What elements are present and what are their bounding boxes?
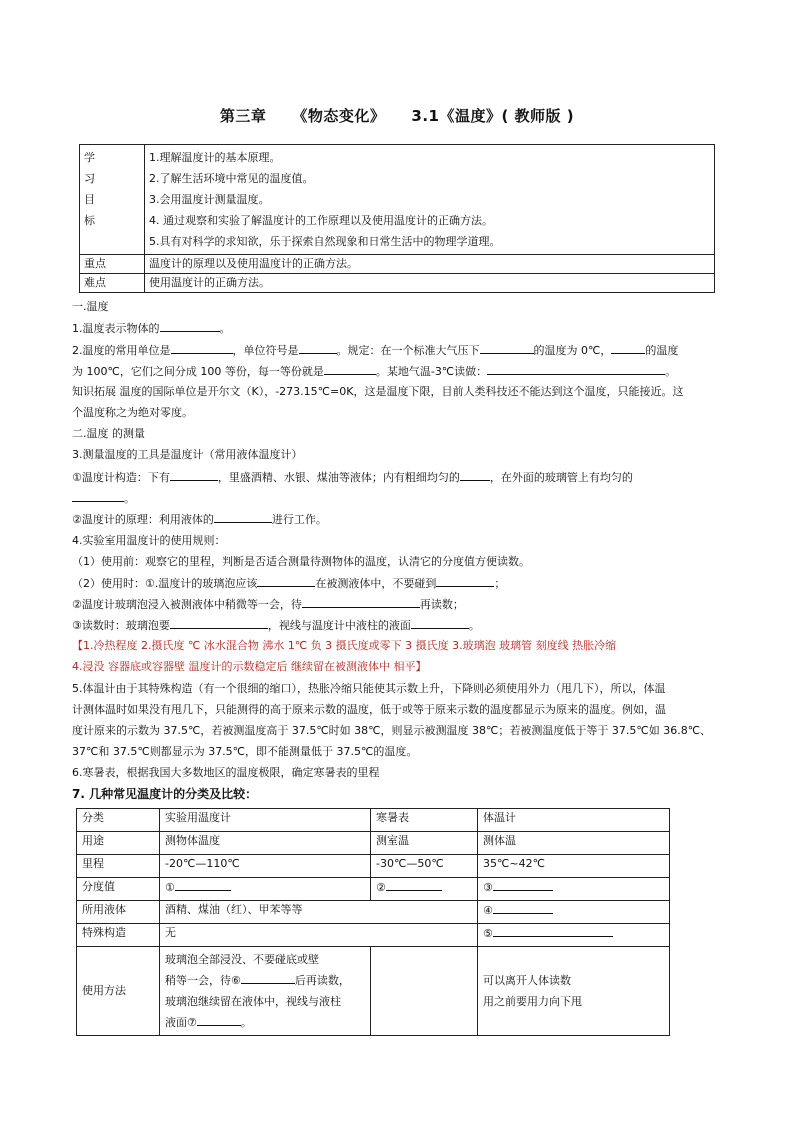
q1-text: 1.温度表示物体的 <box>72 322 160 335</box>
difficulty-text: 使用温度计的正确方法。 <box>145 273 715 292</box>
method-line: 玻璃泡全部浸没、不要碰底或壁 <box>165 953 319 966</box>
q2-text: 。某地气温-3℃读做： <box>375 365 488 378</box>
question-2-line-2 <box>72 364 732 379</box>
structure-text: ，在外面的玻璃管上有均匀的 <box>489 471 633 484</box>
structure-text: ，里盛酒精、水银、煤油等液体；内有粗细均匀的 <box>217 471 460 484</box>
q2-text: 2.温度的常用单位是 <box>72 344 171 357</box>
question-5-line-3: 度计原来的示数为 37.5℃，若被测温度高于 37.5℃时如 38℃，则显示被测温度 38℃；若被测温度低于等于 37.5℃如 36.8℃、 <box>72 724 712 737</box>
question-5-line-2: 计测体温时如果没有甩几下，只能测得的高于原来示数的温度，低于或等于原来示数的温度都显示为原来的温度。例如，温 <box>72 703 666 716</box>
q2-text: 的温度 <box>645 344 679 357</box>
method-text: 。 <box>240 1016 252 1029</box>
table-cell <box>478 878 670 901</box>
row-label: 使用方法 <box>77 947 160 1036</box>
circled-number: ⑤ <box>483 927 493 940</box>
answer-blank[interactable] <box>170 470 218 481</box>
table-row <box>77 878 670 901</box>
answer-blank[interactable] <box>493 926 613 937</box>
objective-item: 3.会用温度计测量温度。 <box>149 193 270 206</box>
method-text: 液面⑦ <box>165 1016 197 1029</box>
answer-blank[interactable] <box>487 364 665 375</box>
rule-text: ； <box>494 577 506 590</box>
objective-item: 2.了解生活环境中常见的温度值。 <box>149 172 314 185</box>
header-cell: 寒暑表 <box>371 809 478 832</box>
table-cell <box>478 924 670 947</box>
question-3: 3.测量温度的工具是温度计（常用液体温度计） <box>72 448 303 461</box>
structure-text: ①温度计构造：下有 <box>72 471 170 484</box>
table-cell: -20℃—110℃ <box>160 855 371 878</box>
page-title <box>0 107 794 126</box>
row-label: 特殊构造 <box>77 924 160 947</box>
circled-number: ③ <box>483 881 493 894</box>
key-point-label: 重点 <box>80 255 145 274</box>
rule-before-use: （1）使用前：观察它的里程，判断是否适合测量待测物体的温度，认清它的分度值方便读数。 <box>72 555 530 568</box>
answer-blank[interactable] <box>160 321 220 332</box>
rule-text: ③读数时：玻璃泡要 <box>72 619 170 632</box>
answer-blank[interactable] <box>302 597 420 608</box>
answer-blank[interactable] <box>460 470 490 481</box>
rule-text: ，视线与温度计中液柱的液面 <box>267 619 411 632</box>
key-point-text: 温度计的原理以及使用温度计的正确方法。 <box>145 255 715 274</box>
answer-blank[interactable] <box>214 512 272 523</box>
answer-blank[interactable] <box>170 618 268 629</box>
section-2-heading: 二.温度 的测量 <box>72 427 145 440</box>
question-6: 6.寒暑表，根据我国大多数地区的温度极限，确定寒暑表的里程 <box>72 766 380 779</box>
table-cell: 测室温 <box>371 832 478 855</box>
method-text: 后再读数， <box>294 974 350 987</box>
header-cell: 分类 <box>77 809 160 832</box>
objectives-list <box>145 145 715 255</box>
table-cell: 测物体温度 <box>160 832 371 855</box>
q2-text: 。 <box>665 365 677 378</box>
table-cell: -30℃—50℃ <box>371 855 478 878</box>
row-label: 分度值 <box>77 878 160 901</box>
answer-blank[interactable] <box>611 343 645 354</box>
q2-text: 为 100℃，它们之间分成 100 等份，每一等份就是 <box>72 365 324 378</box>
answer-blank[interactable] <box>411 618 469 629</box>
answer-blank[interactable] <box>171 343 233 354</box>
table-cell: 测体温 <box>478 832 670 855</box>
table-row <box>77 947 670 1036</box>
label-char: 习 <box>84 172 95 185</box>
table-cell: 35℃~42℃ <box>478 855 670 878</box>
q2-text: 的温度为 0℃， <box>533 344 612 357</box>
thermometer-principle <box>72 512 732 527</box>
table-row <box>77 855 670 878</box>
answer-blank[interactable] <box>175 880 231 891</box>
header-cell: 实验用温度计 <box>160 809 371 832</box>
thermometer-structure-line-1 <box>72 470 732 485</box>
question-1 <box>72 321 732 336</box>
table-cell: 无 <box>160 924 478 947</box>
method-line: 可以离开人体读数 <box>483 974 571 987</box>
principle-text: 进行工作。 <box>271 513 327 526</box>
table-cell: 酒精、煤油（红）、甲苯等等 <box>160 901 478 924</box>
label-char: 目 <box>84 193 95 206</box>
answer-blank[interactable] <box>72 491 124 502</box>
circled-number: ② <box>376 881 386 894</box>
answer-blank[interactable] <box>324 364 376 375</box>
question-5-line-4: 37℃和 37.5℃则都显示为 37.5℃，即不能测量低于 37.5℃的温度。 <box>72 745 418 758</box>
row-label: 里程 <box>77 855 160 878</box>
table-cell <box>160 947 371 1036</box>
rule-reading <box>72 618 732 633</box>
table-cell <box>478 947 670 1036</box>
header-cell: 体温计 <box>478 809 670 832</box>
table-cell <box>371 878 478 901</box>
answer-blank[interactable] <box>436 576 494 587</box>
answer-blank[interactable] <box>299 343 337 354</box>
table-row <box>77 809 670 832</box>
title-chapter: 第三章 <box>219 107 267 125</box>
rule-wait <box>72 597 732 612</box>
question-7: 7. 几种常见温度计的分类及比较： <box>72 787 258 801</box>
question-5-line-1: 5.体温计由于其特殊构造（有一个很细的缩口），热胀冷缩只能使其示数上升，下降则必须使用外力（甩几下），所以，体温 <box>72 682 666 695</box>
title-lesson: 3.1《温度》( 教师版 ) <box>411 107 575 125</box>
circled-number: ① <box>165 881 175 894</box>
rule-text: 。 <box>468 619 480 632</box>
q2-text: ，单位符号是 <box>232 344 299 357</box>
knowledge-extension-1: 知识拓展 温度的国际单位是开尔文（K），-273.15℃=0K，这是温度下限，目前人类科技还不能达到这个温度，只能接近。这 <box>72 385 684 398</box>
answer-blank[interactable] <box>493 903 553 914</box>
question-2-line-1 <box>72 343 732 358</box>
q2-text: 。规定：在一个标准大气压下 <box>336 344 480 357</box>
table-row <box>77 901 670 924</box>
answer-blank[interactable] <box>197 1015 241 1026</box>
answer-blank[interactable] <box>386 880 442 891</box>
rule-text: 再读数； <box>419 598 464 611</box>
thermometer-structure-line-2 <box>72 491 732 506</box>
knowledge-extension-2: 个温度称之为绝对零度。 <box>72 406 193 419</box>
rule-text: （2）使用时：①.温度计的玻璃泡应该 <box>72 577 258 590</box>
answer-key-line-2: 4.浸没 容器底或容器壁 温度计的示数稳定后 继续留在被测液体中 相平】 <box>72 660 427 673</box>
q1-end: 。 <box>219 322 231 335</box>
answer-key-line-1: 【1.冷热程度 2.摄氏度 ℃ 冰水混合物 沸水 1℃ 负 3 摄氏度或零下 3 摄氏度 3.玻璃泡 玻璃管 刻度线 热胀冷缩 <box>72 639 617 652</box>
table-cell <box>478 901 670 924</box>
thermometer-comparison-table <box>76 808 670 1036</box>
objectives-label <box>80 145 145 255</box>
table-cell <box>371 947 478 1036</box>
principle-text: ②温度计的原理：利用液体的 <box>72 513 214 526</box>
objective-item: 1.理解温度计的基本原理。 <box>149 151 281 164</box>
label-char: 学 <box>84 151 95 164</box>
answer-blank[interactable] <box>257 576 315 587</box>
table-row <box>77 832 670 855</box>
answer-blank[interactable] <box>493 880 553 891</box>
row-label: 用途 <box>77 832 160 855</box>
method-line <box>165 970 365 991</box>
circled-number: ④ <box>483 904 493 917</box>
answer-blank[interactable] <box>241 973 295 984</box>
rule-text: ②温度计玻璃泡浸入被测液体中稍微等一会，待 <box>72 598 302 611</box>
objectives-table <box>79 144 715 293</box>
objective-item: 4. 通过观察和实验了解温度计的工作原理以及使用温度计的正确方法。 <box>149 214 493 227</box>
rule-text: 在被测液体中，不要碰到 <box>315 577 437 590</box>
row-label: 所用液体 <box>77 901 160 924</box>
structure-text: 。 <box>124 492 135 505</box>
rule-during-use <box>72 576 732 591</box>
difficulty-label: 难点 <box>80 273 145 292</box>
method-text: 稍等一会，待⑥ <box>165 974 241 987</box>
title-book: 《物态变化》 <box>292 107 386 125</box>
method-line: 用之前要用力向下甩 <box>483 995 582 1008</box>
answer-blank[interactable] <box>480 343 534 354</box>
table-row <box>77 924 670 947</box>
objective-item: 5.具有对科学的求知欲，乐于探索自然现象和日常生活中的物理学道理。 <box>149 235 501 248</box>
label-char: 标 <box>84 214 95 227</box>
table-cell <box>160 878 371 901</box>
question-4: 4.实验室用温度计的使用规则： <box>72 534 226 547</box>
method-line: 玻璃泡继续留在液体中，视线与液柱 <box>165 995 341 1008</box>
section-1-heading: 一.温度 <box>72 300 109 313</box>
method-line <box>165 1012 365 1033</box>
